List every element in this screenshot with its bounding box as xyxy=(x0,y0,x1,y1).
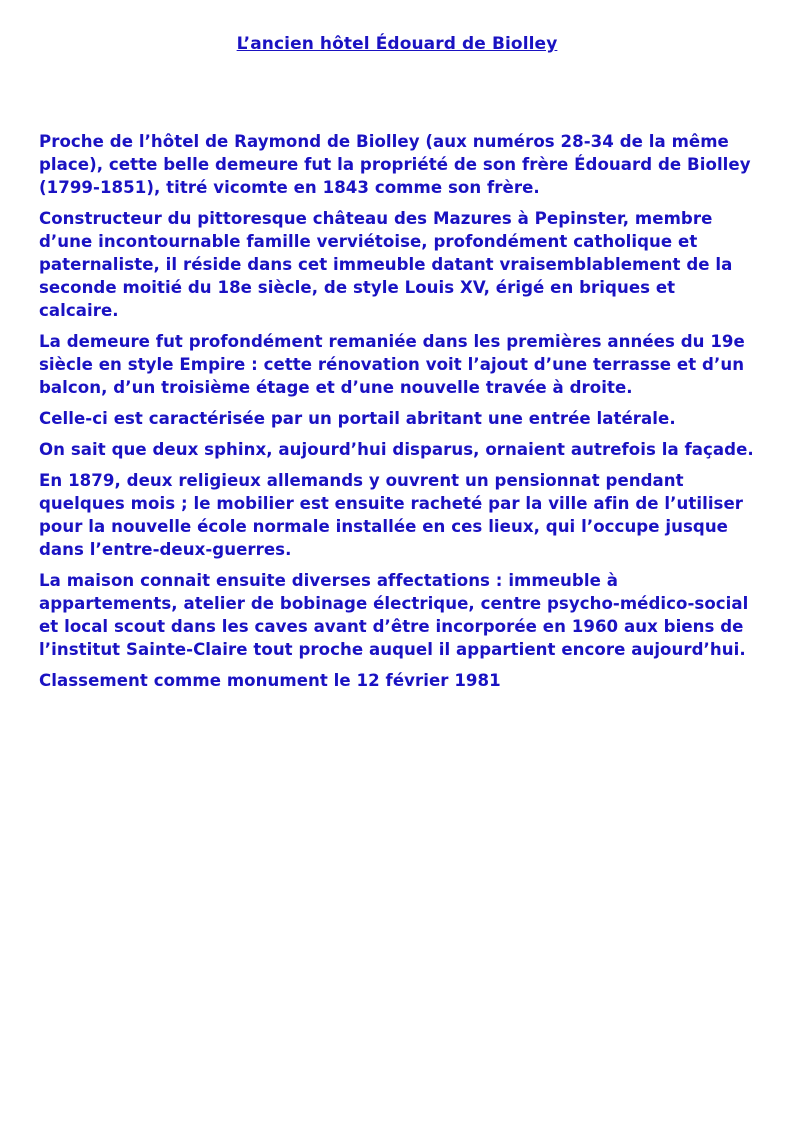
paragraph-affectations: La maison connait ensuite diverses affectations : immeuble à appartements, atelier de bobinage électrique, centre psycho-médico-social et local scout dans les caves avant d’être incorporée en 1960 aux biens de l’institut Sainte-Claire tout proche auquel il appartient encore aujourd’hui. xyxy=(39,571,749,659)
paragraph-portal: Celle-ci est caractérisée par un portail abritant une entrée latérale. xyxy=(39,409,676,428)
paragraph-classement: Classement comme monument le 12 février 1981 xyxy=(39,671,501,690)
document-body xyxy=(39,130,755,692)
paragraph-sphinx: On sait que deux sphinx, aujourd’hui disparus, ornaient autrefois la façade. xyxy=(39,440,754,459)
page-title[interactable]: L’ancien hôtel Édouard de Biolley xyxy=(236,34,558,54)
paragraph-renovation: La demeure fut profondément remaniée dans les premières années du 19e siècle en style Empire : cette rénovation voit l’ajout d’une terrasse et d’un balcon, d’un troisième étage et d’une nouvelle travée à droite. xyxy=(39,332,745,397)
paragraph-constructor: Constructeur du pittoresque château des Mazures à Pepinster, membre d’une incontournable famille verviétoise, profondément catholique et paternaliste, il réside dans cet immeuble datant vraisemblablement de la seconde moitié du 18e siècle, de style Louis XV, érigé en briques et calcaire. xyxy=(39,209,733,320)
paragraph-intro: Proche de l’hôtel de Raymond de Biolley (aux numéros 28-34 de la même place), cette belle demeure fut la propriété de son frère Édouard de Biolley (1799-1851), titré vicomte en 1843 comme son frère. xyxy=(39,132,751,197)
paragraph-pensionnat: En 1879, deux religieux allemands y ouvrent un pensionnat pendant quelques mois ; le mobilier est ensuite racheté par la ville afin de l’utiliser pour la nouvelle école normale installée en ces lieux, qui l’occupe jusque dans l’entre-deux-guerres. xyxy=(39,471,744,559)
